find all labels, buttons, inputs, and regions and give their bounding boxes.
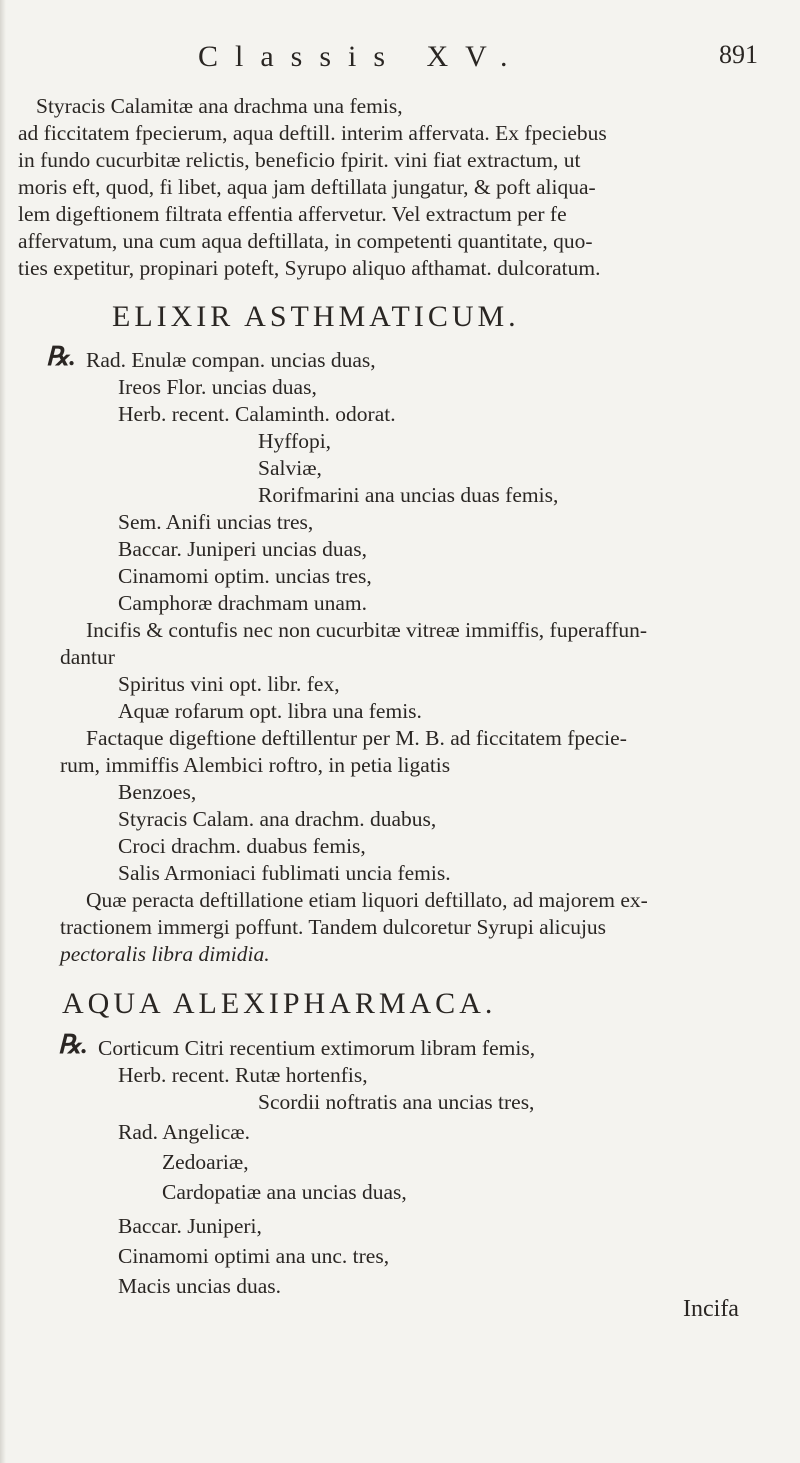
- ingredient-line: Aquæ rofarum opt. libra una femis.: [118, 699, 422, 723]
- ingredient-line: Spiritus vini opt. libr. fex,: [118, 672, 340, 696]
- ingredient-line: Salis Armoniaci fublimati uncia femis.: [118, 861, 451, 885]
- text-line: Incifis & contufis nec non cucurbitæ vitreæ immiffis, fuperaffun-: [86, 618, 648, 642]
- text-line: moris eft, quod, fi libet, aqua jam deftillata jungatur, & poft aliqua-: [18, 175, 596, 199]
- text-line: rum, immiffis Alembici roftro, in petia ligatis: [60, 753, 451, 777]
- ingredient-line: Benzoes,: [118, 780, 197, 804]
- running-title: Classis XV.: [198, 40, 525, 73]
- ingredient-line: Baccar. Juniperi uncias duas,: [118, 537, 367, 561]
- ingredient-line: Hyffopi,: [258, 429, 332, 453]
- text-line: Quæ peracta deftillatione etiam liquori deftillato, ad majorem ex-: [86, 888, 648, 912]
- ingredient-line: Herb. recent. Calaminth. odorat.: [118, 402, 396, 426]
- ingredient-line: Rad. Angelicæ.: [118, 1120, 250, 1144]
- ingredient-line: Macis uncias duas.: [118, 1274, 282, 1298]
- ingredient-line: Corticum Citri recentium extimorum libram femis,: [98, 1036, 536, 1060]
- section-heading-aqua: AQUA ALEXIPHARMACA.: [62, 987, 497, 1020]
- text-line: ad ficcitatem fpecierum, aqua deftill. interim affervata. Ex fpeciebus: [18, 121, 607, 145]
- text-line: in fundo cucurbitæ relictis, beneficio fpirit. vini fiat extractum, ut: [18, 148, 581, 172]
- ingredient-line: Rad. Enulæ compan. uncias duas,: [86, 348, 376, 372]
- ingredient-line: Sem. Anifi uncias tres,: [118, 510, 314, 534]
- text-line: Factaque digeftione deftillentur per M. B. ad ficcitatem fpecie-: [86, 726, 627, 750]
- running-header: [0, 40, 800, 80]
- text-line: dantur: [60, 645, 115, 669]
- text-line: tractionem immergi poffunt. Tandem dulcoretur Syrupi alicujus: [60, 915, 607, 939]
- ingredient-line: Zedoariæ,: [162, 1150, 249, 1174]
- ingredient-line: Baccar. Juniperi,: [118, 1214, 262, 1238]
- recipe-symbol: ℞.: [46, 342, 76, 371]
- text-line: ties expetitur, propinari poteft, Syrupo aliquo afthamat. dulcoratum.: [18, 256, 601, 280]
- ingredient-line: Ireos Flor. uncias duas,: [118, 375, 317, 399]
- ingredient-line: Rorifmarini ana uncias duas femis,: [258, 483, 559, 507]
- page-number: 891: [719, 40, 758, 69]
- ingredient-line: Cinamomi optim. uncias tres,: [118, 564, 372, 588]
- recipe-symbol: ℞.: [58, 1030, 88, 1059]
- text-line: Styracis Calamitæ ana drachma una femis,: [36, 94, 403, 118]
- ingredient-line: Croci drachm. duabus femis,: [118, 834, 366, 858]
- section-heading-elixir: ELIXIR ASTHMATICUM.: [112, 300, 520, 333]
- ingredient-line: Styracis Calam. ana drachm. duabus,: [118, 807, 437, 831]
- text-line: affervatum, una cum aqua deftillata, in competenti quantitate, quo-: [18, 229, 593, 253]
- ingredient-line: Camphoræ drachmam unam.: [118, 591, 367, 615]
- ingredient-line: Herb. recent. Rutæ hortenfis,: [118, 1063, 368, 1087]
- ingredient-line: Scordii noftratis ana uncias tres,: [258, 1090, 535, 1114]
- ingredient-line: Cinamomi optimi ana unc. tres,: [118, 1244, 390, 1268]
- catchword: Incifa: [683, 1296, 739, 1322]
- text-line: pectoralis libra dimidia.: [60, 942, 270, 966]
- page-spine-shadow: [0, 0, 6, 1463]
- ingredient-line: Salviæ,: [258, 456, 322, 480]
- text-line: lem digeftionem filtrata effentia affervetur. Vel extractum per fe: [18, 202, 567, 226]
- ingredient-line: Cardopatiæ ana uncias duas,: [162, 1180, 407, 1204]
